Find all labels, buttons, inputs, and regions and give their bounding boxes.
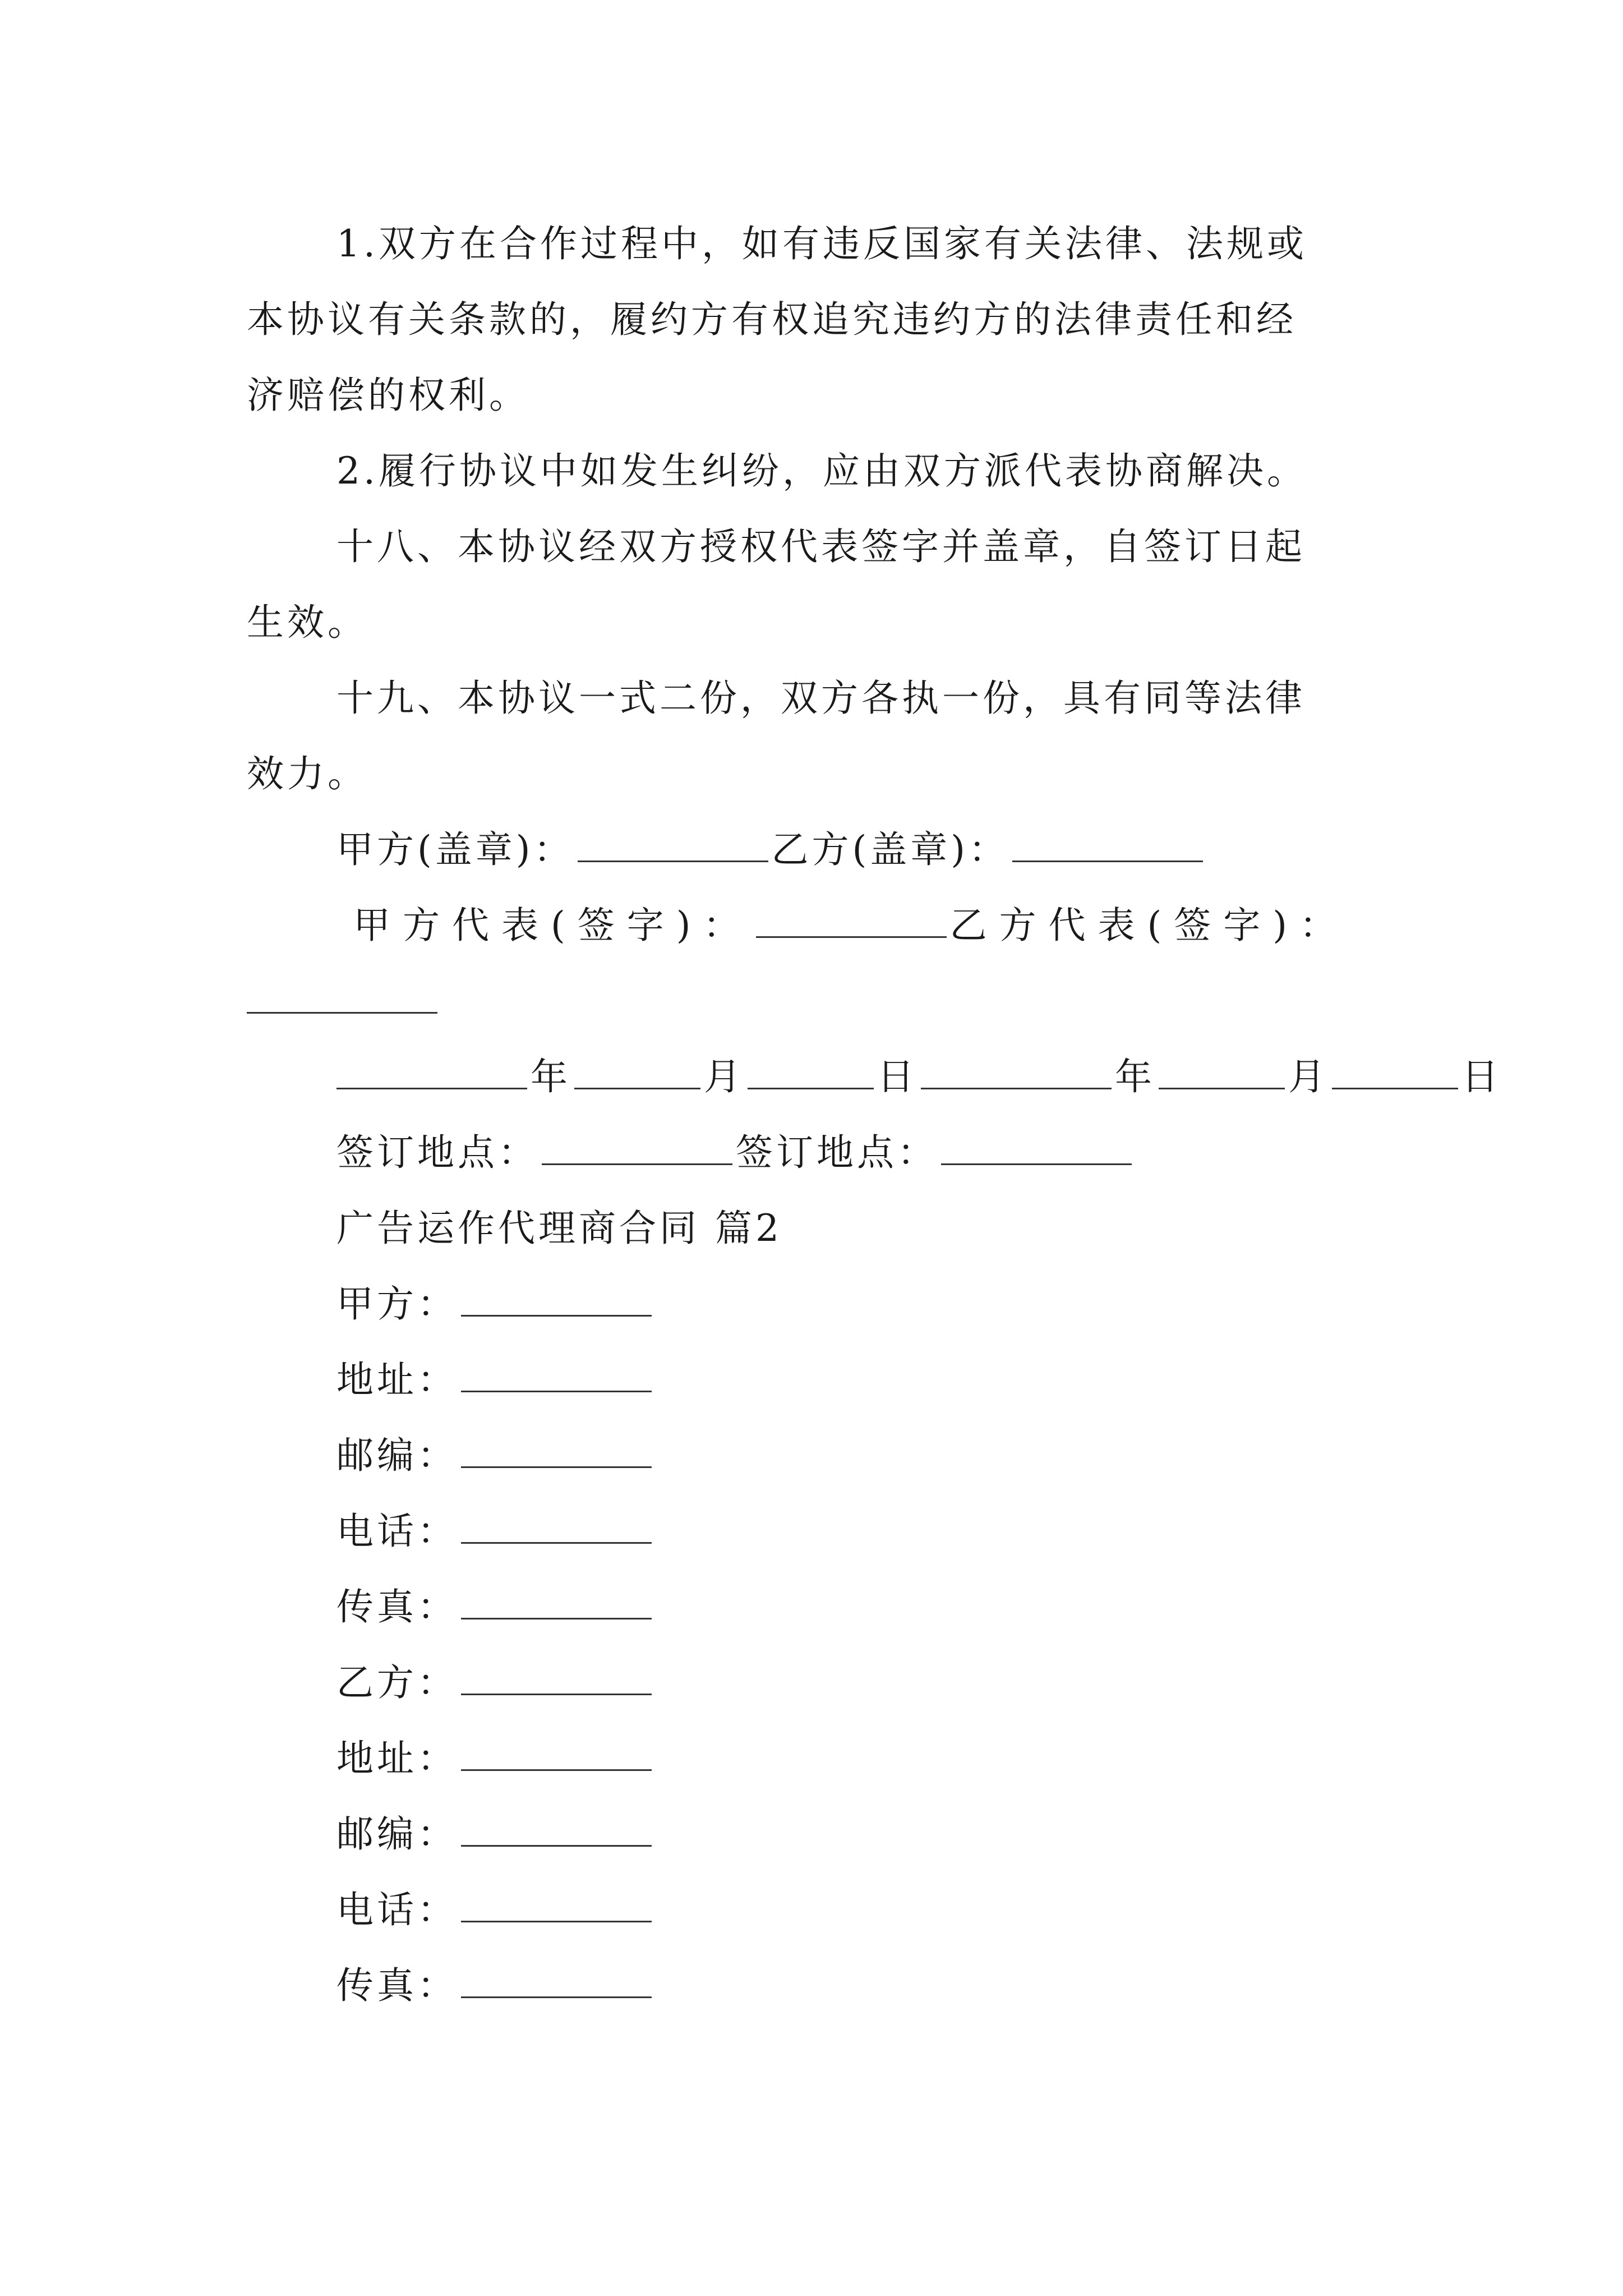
party-a-month-label: 月 [704, 1055, 744, 1098]
party-b-phone-row [336, 1888, 655, 1932]
party-b-postcode-row [336, 1812, 655, 1857]
party-b-name-row [336, 1660, 655, 1705]
field-label: 甲方： [336, 1282, 458, 1326]
party-a-rep-blank[interactable] [756, 905, 947, 938]
date-row [336, 1055, 1502, 1099]
field-label: 传真： [336, 1585, 458, 1628]
section-2-title: 广告运作代理商合同 篇2 [336, 1207, 782, 1250]
party-b-year-label: 年 [1115, 1055, 1155, 1098]
party-a-fax-blank[interactable] [461, 1586, 652, 1619]
party-a-seal-blank[interactable] [578, 829, 768, 862]
party-a-day-blank[interactable] [748, 1056, 874, 1089]
sign-place-row [336, 1130, 1135, 1175]
clause-18-line-1: 十八、本协议经双方授权代表签字并盖章，自签订日起 [336, 525, 1306, 568]
party-b-month-blank[interactable] [1159, 1056, 1285, 1089]
clause-1-line-1: 1.双方在合作过程中，如有违反国家有关法律、法规或 [336, 222, 1307, 265]
party-b-phone-blank[interactable] [461, 1889, 652, 1922]
seal-row [336, 827, 1206, 872]
party-b-address-row [336, 1736, 655, 1781]
party-b-sign-place-blank[interactable] [941, 1132, 1132, 1165]
party-a-sign-place-blank[interactable] [542, 1132, 732, 1165]
party-b-seal-blank[interactable] [1012, 829, 1203, 862]
field-label: 电话： [336, 1510, 458, 1553]
party-b-rep-label: 乙方代表(签字)： [949, 904, 1349, 947]
party-a-month-blank[interactable] [574, 1056, 700, 1089]
party-a-year-label: 年 [531, 1055, 571, 1098]
party-b-postcode-blank[interactable] [461, 1814, 652, 1847]
party-a-name-blank[interactable] [461, 1283, 652, 1317]
party-b-year-blank[interactable] [921, 1056, 1112, 1089]
clause-2-line-1: 2.履行协议中如发生纠纷，应由双方派代表协商解决。 [336, 449, 1307, 493]
party-b-day-blank[interactable] [1332, 1056, 1458, 1089]
party-b-month-label: 月 [1288, 1055, 1329, 1098]
party-a-phone-row [336, 1509, 655, 1554]
party-a-postcode-blank[interactable] [461, 1435, 652, 1468]
clause-19-line-1: 十九、本协议一式二份，双方各执一份，具有同等法律 [336, 677, 1306, 720]
party-a-address-row [336, 1358, 655, 1402]
representative-row [353, 903, 1349, 948]
clause-18-line-2: 生效。 [247, 601, 368, 644]
clause-1-line-3: 济赔偿的权利。 [247, 374, 529, 417]
party-b-fax-row [336, 1963, 655, 2008]
field-label: 邮编： [336, 1812, 458, 1856]
field-label: 乙方： [336, 1661, 458, 1704]
party-b-sign-place-label: 签订地点： [736, 1131, 938, 1174]
representative-continuation [247, 979, 441, 1024]
party-b-day-label: 日 [1461, 1055, 1502, 1098]
field-label: 电话： [336, 1888, 458, 1931]
party-a-postcode-row [336, 1433, 655, 1478]
party-b-name-blank[interactable] [461, 1662, 652, 1695]
party-a-address-blank[interactable] [461, 1359, 652, 1392]
party-b-fax-blank[interactable] [461, 1965, 652, 1998]
clause-1-line-2: 本协议有关条款的，履约方有权追究违约方的法律责任和经 [247, 298, 1297, 341]
party-a-rep-label: 甲方代表(签字)： [353, 904, 753, 947]
party-a-name-row [336, 1282, 655, 1327]
party-b-address-blank[interactable] [461, 1738, 652, 1771]
field-label: 传真： [336, 1964, 458, 2007]
field-label: 地址： [336, 1737, 458, 1780]
field-label: 邮编： [336, 1434, 458, 1477]
party-a-year-blank[interactable] [336, 1056, 527, 1089]
party-b-seal-label: 乙方(盖章)： [771, 828, 1009, 871]
party-a-fax-row [336, 1585, 655, 1630]
field-label: 地址： [336, 1358, 458, 1401]
party-a-day-label: 日 [877, 1055, 917, 1098]
party-a-sign-place-label: 签订地点： [336, 1131, 538, 1174]
party-a-phone-blank[interactable] [461, 1511, 652, 1544]
clause-19-line-2: 效力。 [247, 752, 368, 795]
party-b-rep-blank[interactable] [247, 981, 437, 1014]
party-a-seal-label: 甲方(盖章)： [336, 828, 574, 871]
